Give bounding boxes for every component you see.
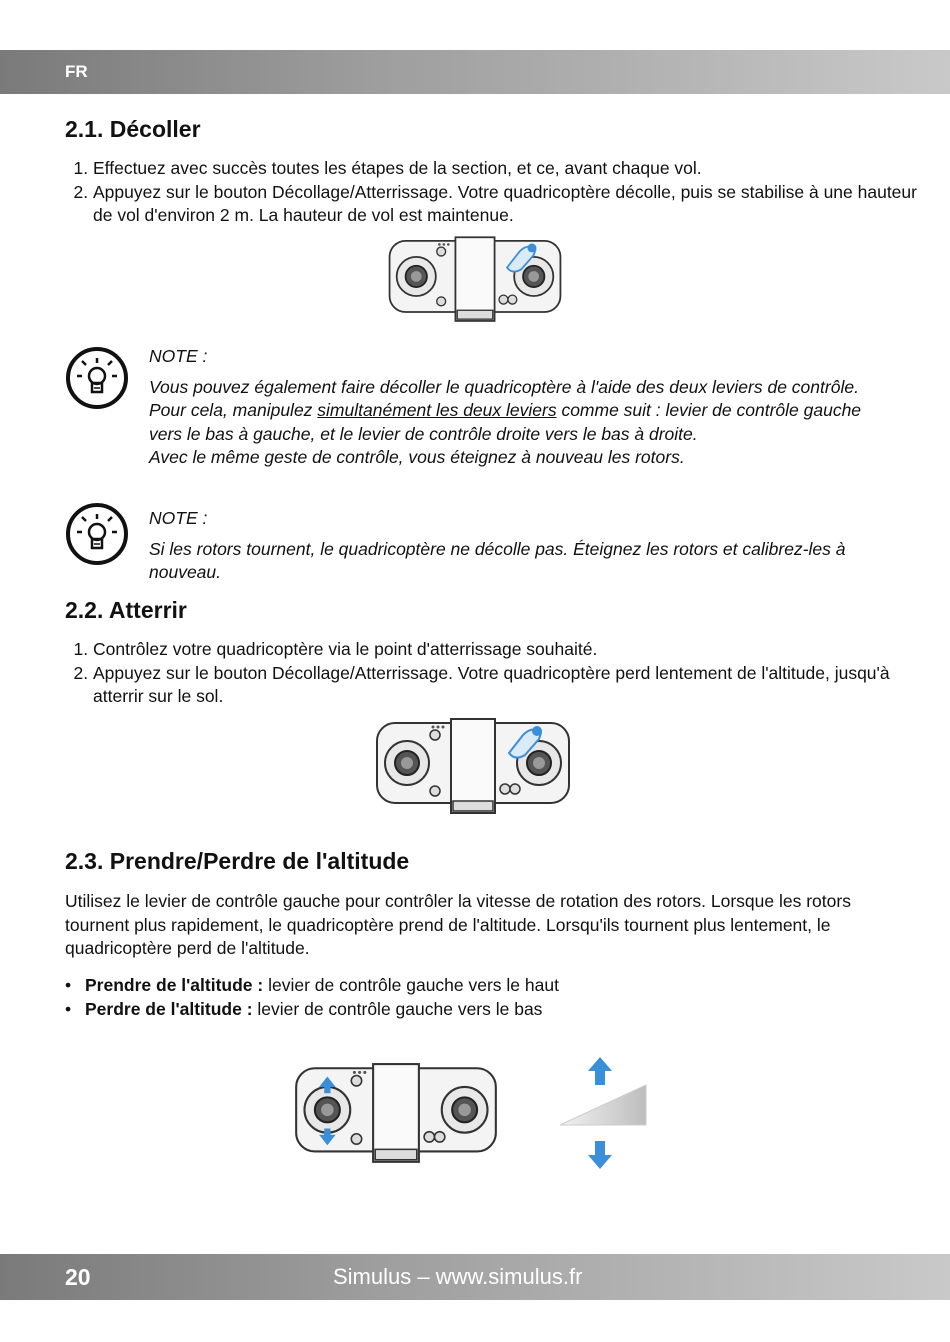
note-title: NOTE :: [149, 508, 208, 528]
atterrir-steps: [65, 638, 923, 709]
section-title-decoller: 2.1. Décoller: [65, 116, 201, 142]
controller-takeoff-illustration: [386, 234, 564, 326]
note-body: Si les rotors tournent, le quadricoptère ne décolle pas. Éteignez les rotors et calibrez-les à nouveau.: [149, 538, 846, 582]
lightbulb-icon: [65, 346, 129, 410]
arrow-up-icon: [588, 1057, 612, 1085]
note-rotors: [149, 507, 894, 585]
note-body-end: comme suit : levier de contrôle gauche vers le bas à gauche, et le levier de contrôle droite vers le bas à droite.: [149, 400, 862, 444]
note-body-start: Vous pouvez également faire décoller le quadricoptère à l'aide des deux leviers de contrôle. Pour cela, manipulez: [149, 376, 859, 420]
altitude-paragraph: Utilisez le levier de contrôle gauche pour contrôler la vitesse de rotation des rotors. Lorsque les rotors tournent plus rapidement, le quadricoptère prend de l'altitude. Lorsqu'ils tournent plus lentement, le quadricoptère perd de l'altitude.: [65, 891, 851, 958]
bullet-label: Perdre de l'altitude :: [85, 999, 253, 1019]
decoller-steps: [65, 157, 923, 228]
note-body: [149, 376, 894, 447]
note-takeoff-levers: [149, 345, 894, 470]
bullet-text: levier de contrôle gauche vers le haut: [263, 975, 559, 995]
section-title-altitude: 2.3. Prendre/Perdre de l'altitude: [65, 848, 410, 874]
altitude-indicator-illustration: [558, 1055, 650, 1171]
arrow-down-icon: [588, 1141, 612, 1169]
section-title-atterrir: 2.2. Atterrir: [65, 597, 187, 623]
atterrir-step-1: 1. Contrôlez votre quadricoptère via le point d'atterrissage souhaité.: [93, 638, 923, 662]
language-label: FR: [65, 62, 88, 81]
controller-landing-illustration: [373, 715, 573, 819]
bullet-altitude-down: [85, 997, 885, 1021]
header-band: [0, 50, 950, 94]
note-title: NOTE :: [149, 346, 208, 366]
lightbulb-icon: [65, 502, 129, 566]
page-number: 20: [65, 1264, 91, 1290]
note-underlined-text: simultanément les deux leviers: [317, 400, 557, 420]
bullet-label: Prendre de l'altitude :: [85, 975, 264, 995]
decoller-step-2: 2. Appuyez sur le bouton Décollage/Atterrissage. Votre quadricoptère décolle, puis se stabilise à une hauteur de vol d'environ 2 m. La hauteur de vol est maintenue.: [93, 181, 923, 228]
altitude-bullets: [65, 973, 885, 1021]
decoller-step-1: 1. Effectuez avec succès toutes les étapes de la section, et ce, avant chaque vol.: [93, 157, 923, 181]
note-body-line2: Avec le même geste de contrôle, vous éteignez à nouveau les rotors.: [149, 447, 685, 467]
bullet-text: levier de contrôle gauche vers le bas: [252, 999, 543, 1019]
footer-website: Simulus – www.simulus.fr: [333, 1264, 583, 1289]
bullet-altitude-up: [85, 973, 885, 997]
atterrir-step-2: 2. Appuyez sur le bouton Décollage/Atterrissage. Votre quadricoptère perd lentement de l'altitude, jusqu'à atterrir sur le sol.: [93, 662, 923, 709]
controller-altitude-illustration: [292, 1062, 500, 1166]
